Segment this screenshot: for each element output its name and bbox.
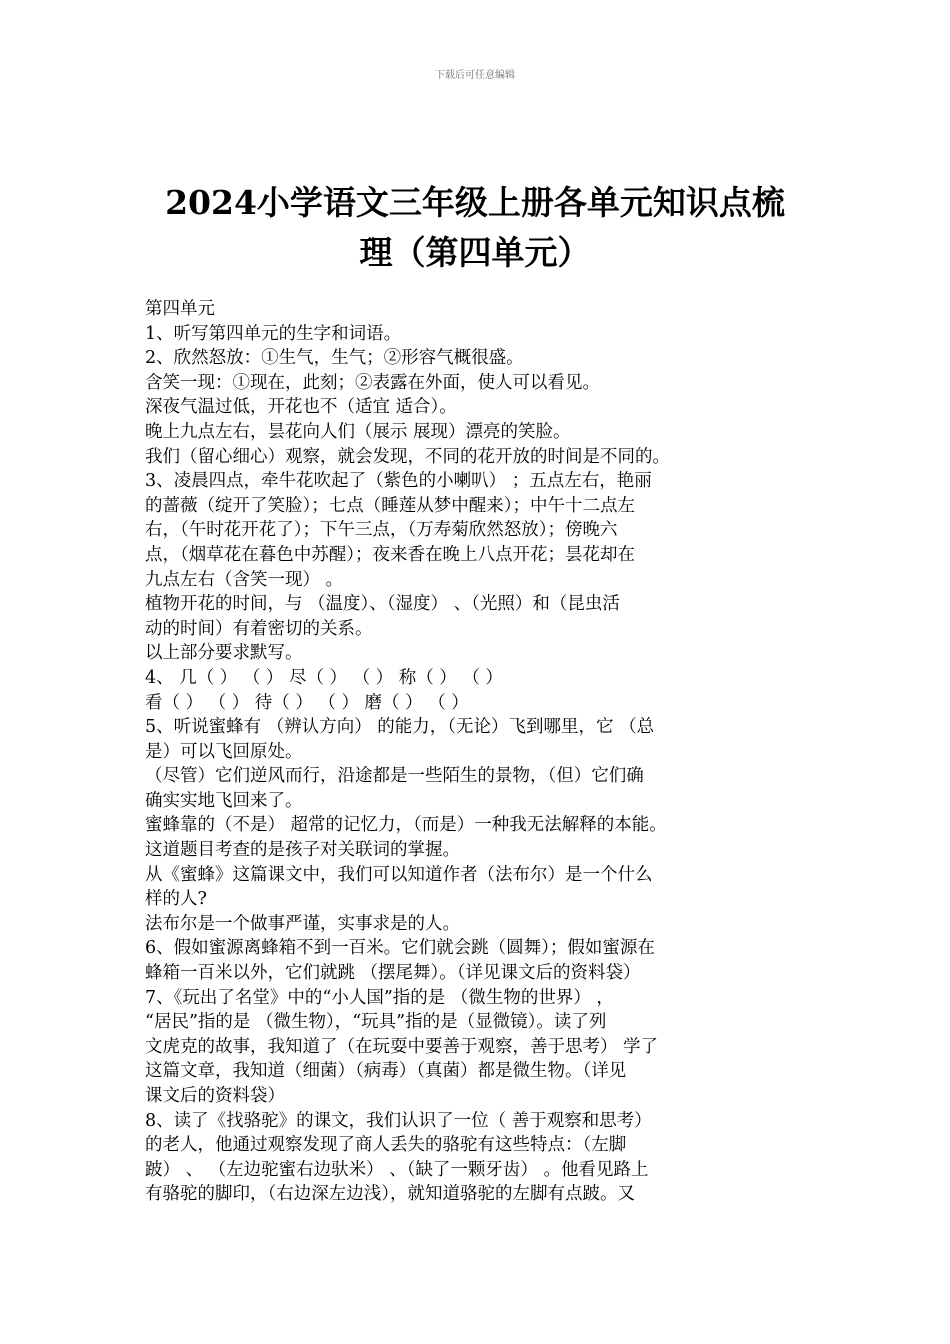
text-line: 确实实地飞回来了。 bbox=[145, 790, 303, 811]
text-line: 蜂箱一百米以外，它们就跳 （摆尾舞）。（详见课文后的资料袋） bbox=[145, 963, 641, 984]
text-line: （尽管）它们逆风而行，沿途都是一些陌生的景物，（但）它们确 bbox=[145, 766, 644, 787]
text-line: 4、 几（ ） （ ） 尽（ ） （ ） 称（ ） （ ） bbox=[145, 667, 503, 688]
text-line: 法布尔是一个做事严谨，实事求是的人。 bbox=[145, 913, 460, 934]
text-line: 有骆驼的脚印，（右边深左边浅），就知道骆驼的左脚有点跛。又 bbox=[145, 1184, 635, 1205]
text-line: 从《蜜蜂》这篇课文中，我们可以知道作者（法布尔）是一个什么 bbox=[145, 864, 653, 885]
text-line: 的老人，他通过观察发现了商人丢失的骆驼有这些特点：（左脚 bbox=[145, 1135, 627, 1156]
text-line: 3、凌晨四点，牵牛花吹起了（紫色的小喇叭） ；五点左右，艳丽 bbox=[145, 471, 652, 492]
text-line: 动的时间）有着密切的关系。 bbox=[145, 618, 373, 639]
text-line: 7、《玩出了名堂》中的“小人国”指的是 （微生物的世界） ， bbox=[145, 987, 614, 1008]
text-line: 的蔷薇（绽开了笑脸）；七点（睡莲从梦中醒来）；中午十二点左 bbox=[145, 495, 635, 516]
text-line: 文虎克的故事，我知道了（在玩耍中要善于观察，善于思考） 学了 bbox=[145, 1036, 659, 1057]
text-line: 蜜蜂靠的（不是） 超常的记忆力，（而是）一种我无法解释的本能。 bbox=[145, 815, 667, 836]
header-note: 下载后可任意编辑 bbox=[435, 70, 515, 81]
text-line: 以上部分要求默写。 bbox=[145, 643, 303, 664]
text-line: 深夜气温过低，开花也不（适宜 适合）。 bbox=[145, 397, 457, 418]
title-line-1: 2024小学语文三年级上册各单元知识点梳 bbox=[165, 183, 785, 222]
text-line: 2、欣然怒放：①生气，生气；②形容气概很盛。 bbox=[145, 348, 524, 369]
title-line-2: 理（第四单元） bbox=[359, 233, 591, 272]
text-line: 晚上九点左右，昙花向人们（展示 展现）漂亮的笑脸。 bbox=[145, 421, 571, 442]
text-line: 这道题目考查的是孩子对关联词的掌握。 bbox=[145, 840, 460, 861]
text-line: 跛） 、 （左边驼蜜右边驮米） 、（缺了一颗牙齿） 。他看见路上 bbox=[145, 1159, 649, 1180]
text-line: 5、听说蜜蜂有 （辨认方向） 的能力，（无论）飞到哪里，它 （总 bbox=[145, 717, 655, 738]
text-line: 是）可以飞回原处。 bbox=[145, 741, 303, 762]
text-line: “居民”指的是 （微生物），“玩具”指的是（显微镜）。读了列 bbox=[145, 1012, 607, 1033]
text-line: 植物开花的时间，与 （温度）、（湿度） 、（光照）和（昆虫活 bbox=[145, 594, 620, 615]
text-line: 九点左右（含笑一现） 。 bbox=[145, 569, 344, 590]
text-line: 这篇文章，我知道（细菌）（病毒）（真菌）都是微生物。（详见 bbox=[145, 1061, 627, 1082]
text-line: 我们（留心细心）观察，就会发现，不同的花开放的时间是不同的。 bbox=[145, 446, 670, 467]
text-line: 课文后的资料袋） bbox=[145, 1086, 285, 1106]
document-body bbox=[145, 297, 820, 1207]
text-line: 右，（午时花开花了）；下午三点，（万寿菊欣然怒放）；傍晚六 bbox=[145, 520, 618, 541]
text-line: 8、读了《找骆驼》的课文，我们认识了一位（ 善于观察和思考） bbox=[145, 1110, 652, 1131]
text-line: 第四单元 bbox=[145, 299, 215, 319]
text-line: 含笑一现：①现在，此刻；②表露在外面，使人可以看见。 bbox=[145, 372, 600, 393]
text-line: 点，（烟草花在暮色中苏醒）；夜来香在晚上八点开花；昙花却在 bbox=[145, 544, 635, 565]
text-line: 样的人? bbox=[145, 889, 207, 910]
text-line: 看（ ） （ ） 待（ ） （ ） 磨（ ） （ ） bbox=[145, 692, 469, 713]
text-line: 6、假如蜜源离蜂箱不到一百米。它们就会跳（圆舞）；假如蜜源在 bbox=[145, 938, 655, 959]
document-title bbox=[130, 178, 820, 278]
text-line: 1、听写第四单元的生字和词语。 bbox=[145, 323, 402, 344]
